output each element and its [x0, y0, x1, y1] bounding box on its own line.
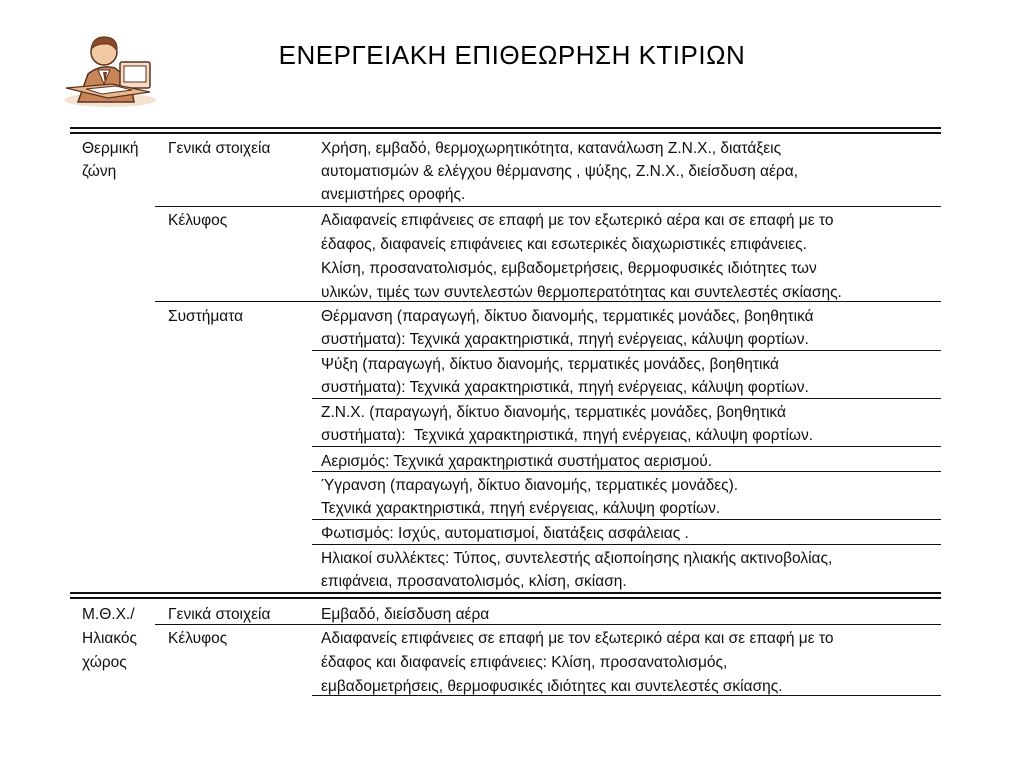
zone-label-thermal-1: Θερμική — [82, 140, 139, 157]
systems-solar-1: Ηλιακοί συλλέκτες: Τύπος, συντελεστής αξιοποίησης ηλιακής ακτινοβολίας, — [321, 550, 833, 567]
group-separator-rule-inner — [70, 597, 941, 599]
table-top-rule — [70, 127, 941, 129]
group-separator-rule — [70, 592, 941, 594]
row-label-envelope-2: Κέλυφος — [168, 630, 228, 647]
systems-dhw-1: Ζ.Ν.Χ. (παραγωγή, δίκτυο διανομής, τερματικές μονάδες, βοηθητικά — [321, 404, 786, 421]
row-text-general-2-1: Εμβαδό, διείσδυση αέρα — [321, 606, 490, 623]
row-text-envelope-4: υλικών, τιμές των συντελεστών θερμοπερατότητας και συντελεστές σκίασης. — [321, 284, 842, 301]
row-divider — [155, 206, 941, 207]
subrow-divider — [312, 398, 941, 399]
systems-cooling-2: συστήματα): Τεχνικά χαρακτηριστικά, πηγή ενέργειας, κάλυψη φορτίων. — [321, 379, 809, 396]
systems-heating-1: Θέρμανση (παραγωγή, δίκτυο διανομής, τερματικές μονάδες, βοηθητικά — [321, 308, 814, 325]
row-text-envelope-2: έδαφος, διαφανείς επιφάνειες και εσωτερικές διαχωριστικές επιφάνειες. — [321, 236, 807, 253]
zone-label-thermal-2: ζώνη — [82, 163, 117, 180]
zone-label-sunspace-3: χώρος — [82, 654, 127, 671]
systems-humidification-1: Ύγρανση (παραγωγή, δίκτυο διανομής, τερματικές μονάδες). — [321, 477, 739, 494]
systems-cooling-1: Ψύξη (παραγωγή, δίκτυο διανομής, τερματικές μονάδες, βοηθητικά — [321, 356, 779, 373]
subrow-divider — [312, 471, 941, 472]
row-label-general: Γενικά στοιχεία — [168, 140, 271, 157]
row-text-envelope-1: Αδιαφανείς επιφάνειες σε επαφή με τον εξωτερικό αέρα και σε επαφή με το — [321, 212, 834, 229]
row-text-general-2: αυτοματισμών & ελέγχου θέρμανσης , ψύξης, Ζ.Ν.Χ., διείσδυση αέρα, — [321, 163, 798, 180]
row-text-envelope-3: Κλίση, προσανατολισμός, εμβαδομετρήσεις, θερμοφυσικές ιδιότητες των — [321, 260, 817, 277]
row-divider — [155, 301, 941, 302]
systems-humidification-2: Τεχνικά χαρακτηριστικά, πηγή ενέργειας, κάλυψη φορτίων. — [321, 500, 721, 517]
systems-dhw-2: συστήματα): Τεχνικά χαρακτηριστικά, πηγή ενέργειας, κάλυψη φορτίων. — [321, 427, 814, 444]
table-top-rule-inner — [70, 132, 941, 134]
subrow-divider — [312, 446, 941, 447]
row-text-general-3: ανεμιστήρες οροφής. — [321, 186, 466, 203]
subrow-divider — [312, 519, 941, 520]
subrow-divider — [312, 350, 941, 351]
systems-solar-2: επιφάνεια, προσανατολισμός, κλίση, σκίαση. — [321, 573, 627, 590]
zone-label-sunspace-2: Ηλιακός — [82, 630, 137, 647]
slide-title: ΕΝΕΡΓΕΙΑΚΗ ΕΠΙΘΕΩΡΗΣΗ ΚΤΙΡΙΩΝ — [278, 40, 746, 70]
row-text-envelope-2-3: εμβαδομετρήσεις, θερμοφυσικές ιδιότητες και συντελεστές σκίασης. — [321, 678, 783, 695]
row-label-general-2: Γενικά στοιχεία — [168, 606, 271, 623]
row-label-systems: Συστήματα — [168, 308, 244, 325]
row-text-general-1: Χρήση, εμβαδό, θερμοχωρητικότητα, κατανάλωση Ζ.Ν.Χ., διατάξεις — [321, 140, 782, 157]
table-bottom-rule — [312, 695, 941, 696]
subrow-divider — [312, 544, 941, 545]
systems-ventilation: Αερισμός: Τεχνικά χαρακτηριστικά συστήματος αερισμού. — [321, 453, 713, 470]
row-text-envelope-2-1: Αδιαφανείς επιφάνειες σε επαφή με τον εξωτερικό αέρα και σε επαφή με το — [321, 630, 834, 647]
systems-lighting: Φωτισμός: Ισχύς, αυτοματισμοί, διατάξεις ασφάλειας . — [321, 525, 689, 542]
row-divider — [155, 624, 941, 625]
systems-heating-2: συστήματα): Τεχνικά χαρακτηριστικά, πηγή ενέργειας, κάλυψη φορτίων. — [321, 331, 809, 348]
row-label-envelope: Κέλυφος — [168, 212, 228, 229]
zone-label-sunspace-1: Μ.Θ.Χ./ — [82, 606, 135, 623]
row-text-envelope-2-2: έδαφος και διαφανείς επιφάνειες: Κλίση, προσανατολισμός, — [321, 654, 728, 671]
